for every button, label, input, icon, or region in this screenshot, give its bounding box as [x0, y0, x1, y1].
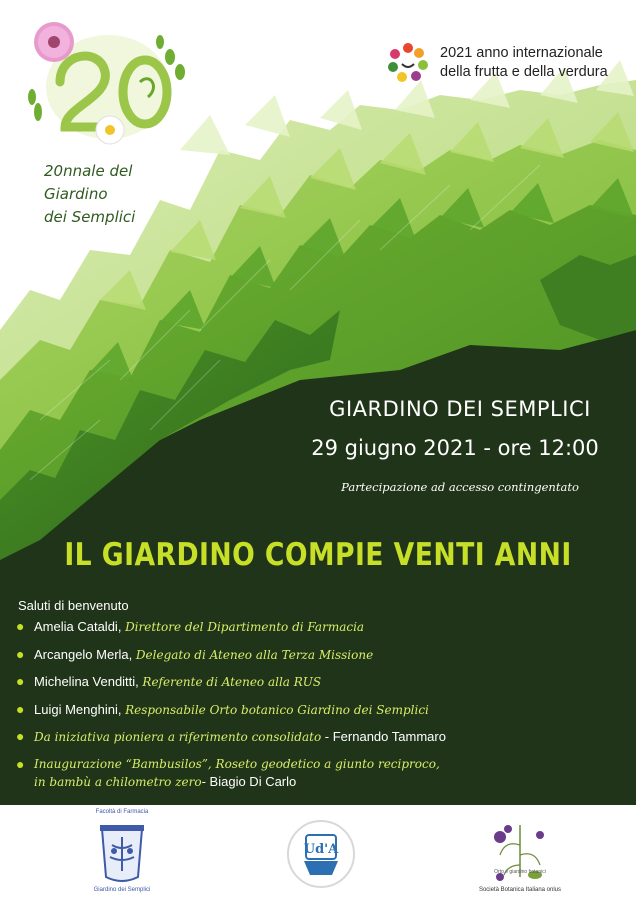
talk-title: Da iniziativa pioniera a riferimento consolidato	[34, 730, 322, 744]
talk-title: Inaugurazione “Bambusilos”, Roseto geodetico a giunto reciproco,	[34, 756, 440, 771]
international-year-text	[440, 44, 630, 82]
speakers-list	[16, 618, 626, 800]
list-item	[16, 728, 626, 746]
list-item	[16, 756, 626, 791]
societa-botanica-logo	[470, 815, 570, 895]
twenty-line-1: 20nnale del	[44, 162, 133, 180]
sbi-bottom-text: Società Botanica Italiana onlus	[478, 887, 562, 893]
year-line-1: 2021 anno internazionale	[440, 45, 603, 61]
daisy-icon	[96, 116, 124, 144]
bullet-icon: ●	[16, 618, 25, 634]
bullet-icon: ●	[16, 673, 25, 689]
footer	[0, 805, 636, 900]
event-title: GIARDINO DEI SEMPLICI	[329, 397, 591, 421]
fruit-vegetable-year-logo	[386, 40, 430, 84]
bullet-icon: ●	[16, 755, 25, 772]
list-item	[16, 701, 626, 719]
headline: IL GIARDINO COMPIE VENTI ANNI	[64, 537, 572, 573]
speaker-name: - Biagio Di Carlo	[201, 773, 297, 789]
twenty-line-3: dei Semplici	[44, 208, 136, 226]
twentieth-anniversary-logo	[20, 12, 200, 162]
sbi-top-text: Orto e giardino botanici	[494, 869, 546, 875]
speaker-role: Responsabile Orto botanico Giardino dei Semplici	[125, 702, 429, 717]
farmacia-logo	[92, 815, 152, 891]
year-line-2: della frutta e della verdura	[440, 64, 608, 80]
bullet-icon: ●	[16, 728, 25, 744]
welcome-heading: Saluti di benvenuto	[18, 598, 129, 613]
speaker-role: Delegato di Ateneo alla Terza Missione	[135, 647, 374, 662]
farmacia-bottom-text: Giardino dei Semplici	[93, 887, 151, 893]
list-item	[16, 673, 626, 691]
speaker-name: Amelia Cataldi,	[34, 619, 122, 634]
event-date: 29 giugno 2021 - ore 12:00	[311, 436, 599, 460]
farmacia-top-text: Facoltà di Farmacia	[95, 809, 149, 815]
uda-logo	[286, 819, 356, 889]
speaker-name: Luigi Menghini,	[34, 701, 122, 717]
talk-title-line-2: in bambù a chilometro zero	[34, 774, 202, 789]
bullet-icon: ●	[16, 700, 25, 717]
pink-flower-icon	[34, 22, 74, 62]
twentieth-anniversary-text	[44, 160, 164, 229]
speaker-name: Michelina Venditti,	[34, 674, 139, 689]
speaker-role: Direttore del Dipartimento di Farmacia	[125, 620, 365, 634]
speaker-name: Arcangelo Merla,	[34, 646, 133, 662]
list-item	[16, 646, 626, 664]
speaker-role: Referente di Ateneo alla RUS	[142, 675, 322, 689]
list-item	[16, 618, 626, 636]
event-note: Partecipazione ad accesso contingentato	[341, 480, 579, 494]
twenty-line-2: Giardino	[44, 185, 108, 203]
bullet-icon: ●	[16, 645, 25, 662]
speaker-name: - Fernando Tammaro	[321, 729, 446, 744]
uda-logo-text: Ud'A	[303, 842, 339, 857]
